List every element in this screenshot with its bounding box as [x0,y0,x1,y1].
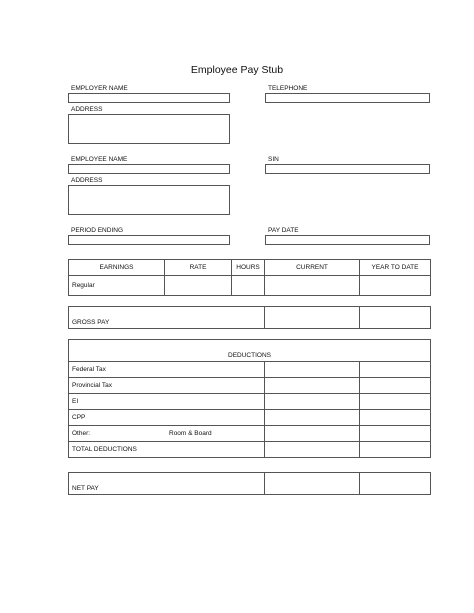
other-current-cell[interactable] [265,426,360,442]
provincial-tax-current-cell[interactable] [265,378,360,394]
year-to-date-header: YEAR TO DATE [360,260,431,276]
deductions-header-row [69,340,431,362]
ei-ytd-cell[interactable] [360,394,431,410]
earnings-table [68,259,431,296]
table-row [69,394,431,410]
cpp-label: CPP [69,410,265,426]
employee-address-label: ADDRESS [71,177,103,184]
table-row [69,276,431,296]
sin-label: SIN [268,156,279,163]
ei-current-cell[interactable] [265,394,360,410]
period-ending-field[interactable] [68,235,230,245]
gross-pay-ytd-cell[interactable] [360,307,431,329]
pay-date-field[interactable] [265,235,430,245]
period-ending-label: PERIOD ENDING [71,227,124,234]
pay-date-label: PAY DATE [268,227,299,234]
employee-name-field[interactable] [68,164,230,174]
other-ytd-cell[interactable] [360,426,431,442]
earnings-row-label: Regular [69,276,165,296]
other-deduction-cell [69,426,265,442]
current-header: CURRENT [265,260,360,276]
employer-address-field[interactable] [68,114,230,144]
net-pay-ytd-cell[interactable] [360,473,431,495]
cpp-ytd-cell[interactable] [360,410,431,426]
page-title: Employee Pay Stub [190,64,284,76]
total-deductions-ytd-cell[interactable] [360,442,431,458]
table-row [69,473,431,495]
hours-cell[interactable] [232,276,265,296]
telephone-field[interactable] [265,93,430,103]
employee-address-field[interactable] [68,185,230,215]
net-pay-label: NET PAY [69,473,265,495]
table-row [69,307,431,329]
total-deductions-current-cell[interactable] [265,442,360,458]
gross-pay-current-cell[interactable] [265,307,360,329]
deductions-table [68,339,431,458]
table-row [69,362,431,378]
total-deductions-label: TOTAL DEDUCTIONS [69,442,265,458]
net-pay-current-cell[interactable] [265,473,360,495]
table-row [69,426,431,442]
ytd-cell[interactable] [360,276,431,296]
cpp-current-cell[interactable] [265,410,360,426]
employer-address-label: ADDRESS [71,106,103,113]
table-row [69,442,431,458]
telephone-label: TELEPHONE [268,85,308,92]
federal-tax-ytd-cell[interactable] [360,362,431,378]
room-and-board-note: Room & Board [169,430,212,437]
net-pay-table [68,472,431,495]
rate-header: RATE [165,260,232,276]
earnings-header-row [69,260,431,276]
hours-header: HOURS [232,260,265,276]
ei-label: EI [69,394,265,410]
other-label: Other: [72,430,91,437]
gross-pay-label: GROSS PAY [69,307,265,329]
employee-name-label: EMPLOYEE NAME [71,156,128,163]
sin-field[interactable] [265,164,430,174]
employer-name-field[interactable] [68,93,230,103]
earnings-header: EARNINGS [69,260,165,276]
current-cell[interactable] [265,276,360,296]
federal-tax-current-cell[interactable] [265,362,360,378]
provincial-tax-label: Provincial Tax [69,378,265,394]
rate-cell[interactable] [165,276,232,296]
gross-pay-table [68,306,431,329]
federal-tax-label: Federal Tax [69,362,265,378]
deductions-header: DEDUCTIONS [69,340,431,362]
table-row [69,378,431,394]
employer-name-label: EMPLOYER NAME [71,85,128,92]
table-row [69,410,431,426]
provincial-tax-ytd-cell[interactable] [360,378,431,394]
